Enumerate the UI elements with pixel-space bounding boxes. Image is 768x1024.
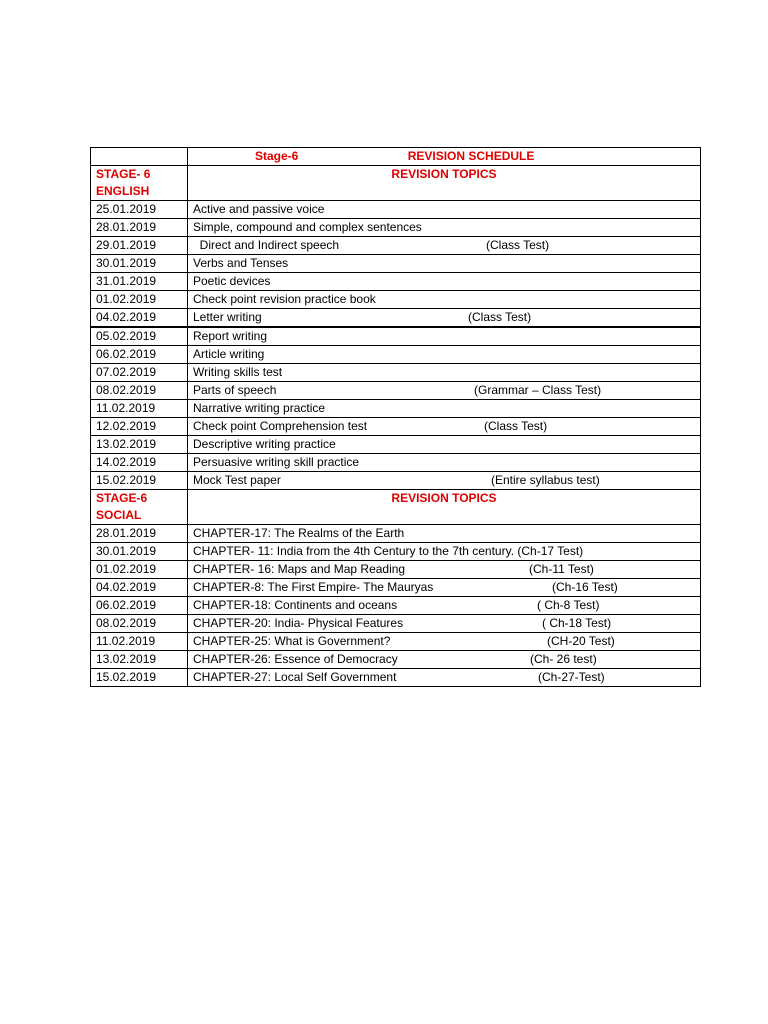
table-row	[91, 543, 701, 561]
topic-cell	[188, 669, 701, 687]
table-row	[91, 400, 701, 418]
topic-cell	[188, 579, 701, 597]
english-topics-heading: REVISION TOPICS	[188, 166, 701, 201]
table-row	[91, 615, 701, 633]
topic-text: Poetic devices	[193, 274, 271, 288]
date-cell: 25.01.2019	[91, 201, 188, 219]
topic-text: Active and passive voice	[193, 202, 325, 216]
table-row	[91, 346, 701, 364]
topic-cell	[188, 400, 701, 418]
test-note: (Class Test)	[484, 419, 548, 433]
date-cell: 28.01.2019	[91, 219, 188, 237]
topic-cell	[188, 255, 701, 273]
header-stage: Stage-6	[255, 149, 299, 163]
english-stage-label	[91, 166, 188, 201]
topic-cell	[188, 597, 701, 615]
test-note: (Entire syllabus test)	[491, 473, 600, 487]
date-cell: 11.02.2019	[91, 400, 188, 418]
social-section-header	[91, 490, 701, 525]
date-cell: 11.02.2019	[91, 633, 188, 651]
table-row	[91, 525, 701, 543]
topic-cell	[188, 237, 701, 255]
table-row	[91, 382, 701, 400]
topic-text: Letter writing	[193, 310, 262, 324]
table-row	[91, 291, 701, 309]
topic-text: Parts of speech	[193, 383, 277, 397]
english-section-header	[91, 166, 701, 201]
topic-text: CHAPTER-18: Continents and oceans	[193, 598, 398, 612]
topic-cell	[188, 201, 701, 219]
date-cell: 29.01.2019	[91, 237, 188, 255]
english-stage-label-line2: ENGLISH	[96, 184, 150, 198]
topic-cell	[188, 472, 701, 490]
topic-cell	[188, 633, 701, 651]
date-cell: 04.02.2019	[91, 579, 188, 597]
date-cell: 05.02.2019	[91, 327, 188, 346]
topic-text: Report writing	[193, 329, 268, 343]
test-note: (Class Test)	[468, 310, 532, 324]
topic-text: Article writing	[193, 347, 265, 361]
topic-text: CHAPTER-20: India- Physical Features	[193, 616, 404, 630]
topic-text: Check point revision practice book	[193, 292, 376, 306]
test-note: (Ch- 26 test)	[530, 652, 597, 666]
topic-text: Direct and Indirect speech	[193, 238, 340, 252]
test-note: ( Ch-8 Test)	[537, 598, 600, 612]
table-row	[91, 201, 701, 219]
topic-cell	[188, 525, 701, 543]
topic-cell	[188, 454, 701, 472]
topic-text: Check point Comprehension test	[193, 419, 368, 433]
social-stage-label	[91, 490, 188, 525]
topic-text: CHAPTER-27: Local Self Government	[193, 670, 397, 684]
topic-cell	[188, 327, 701, 346]
topic-cell	[188, 346, 701, 364]
date-cell: 08.02.2019	[91, 382, 188, 400]
topic-cell	[188, 543, 701, 561]
topic-text: Descriptive writing practice	[193, 437, 336, 451]
topic-text: Writing skills test	[193, 365, 283, 379]
topic-cell	[188, 615, 701, 633]
test-note: (Ch-16 Test)	[552, 580, 618, 594]
table-row	[91, 651, 701, 669]
topic-text: CHAPTER- 11: India from the 4th Century to the 7th century. (Ch-17 Test)	[193, 544, 584, 558]
topic-text: CHAPTER-8: The First Empire- The Mauryas	[193, 580, 434, 594]
social-stage-label-line1: STAGE-6	[96, 491, 148, 505]
date-cell: 06.02.2019	[91, 597, 188, 615]
date-cell: 01.02.2019	[91, 561, 188, 579]
topic-cell	[188, 418, 701, 436]
test-note: (Grammar – Class Test)	[474, 383, 602, 397]
date-cell: 01.02.2019	[91, 291, 188, 309]
table-row	[91, 309, 701, 328]
header-row	[91, 148, 701, 166]
table-row	[91, 561, 701, 579]
date-cell: 12.02.2019	[91, 418, 188, 436]
topic-cell	[188, 382, 701, 400]
date-cell: 15.02.2019	[91, 472, 188, 490]
test-note: (CH-20 Test)	[547, 634, 615, 648]
topic-text: CHAPTER-17: The Realms of the Earth	[193, 526, 405, 540]
social-topics-heading: REVISION TOPICS	[188, 490, 701, 525]
english-stage-label-line1: STAGE- 6	[96, 167, 151, 181]
table-row	[91, 436, 701, 454]
table-row	[91, 219, 701, 237]
test-note: (Class Test)	[486, 238, 550, 252]
schedule-body	[91, 148, 701, 687]
table-row	[91, 472, 701, 490]
table-row	[91, 273, 701, 291]
social-stage-label-line2: SOCIAL	[96, 508, 142, 522]
test-note: (Ch-27-Test)	[538, 670, 605, 684]
table-row	[91, 633, 701, 651]
table-row	[91, 418, 701, 436]
table-row	[91, 255, 701, 273]
date-cell: 07.02.2019	[91, 364, 188, 382]
date-cell: 04.02.2019	[91, 309, 188, 328]
topic-cell	[188, 364, 701, 382]
topic-cell	[188, 273, 701, 291]
header-title-cell	[188, 148, 701, 166]
header-title: REVISION SCHEDULE	[407, 149, 535, 163]
test-note: (Ch-11 Test)	[529, 562, 594, 576]
topic-cell	[188, 436, 701, 454]
date-cell: 15.02.2019	[91, 669, 188, 687]
topic-text: Narrative writing practice	[193, 401, 326, 415]
date-cell: 13.02.2019	[91, 651, 188, 669]
date-cell: 30.01.2019	[91, 543, 188, 561]
date-cell: 14.02.2019	[91, 454, 188, 472]
date-cell: 13.02.2019	[91, 436, 188, 454]
table-row	[91, 327, 701, 346]
header-empty-cell	[91, 148, 188, 166]
topic-cell	[188, 651, 701, 669]
date-cell: 30.01.2019	[91, 255, 188, 273]
topic-text: Verbs and Tenses	[193, 256, 289, 270]
topic-cell	[188, 309, 701, 328]
topic-cell	[188, 219, 701, 237]
date-cell: 28.01.2019	[91, 525, 188, 543]
table-row	[91, 237, 701, 255]
topic-cell	[188, 291, 701, 309]
table-row	[91, 454, 701, 472]
topic-text: Persuasive writing skill practice	[193, 455, 360, 469]
date-cell: 06.02.2019	[91, 346, 188, 364]
table-row	[91, 579, 701, 597]
table-row	[91, 364, 701, 382]
table-row	[91, 597, 701, 615]
topic-text: Simple, compound and complex sentences	[193, 220, 422, 234]
date-cell: 31.01.2019	[91, 273, 188, 291]
date-cell: 08.02.2019	[91, 615, 188, 633]
revision-schedule-table	[90, 147, 701, 687]
topic-text: CHAPTER- 16: Maps and Map Reading	[193, 562, 406, 576]
test-note: ( Ch-18 Test)	[542, 616, 612, 630]
table-row	[91, 669, 701, 687]
topic-cell	[188, 561, 701, 579]
topic-text: CHAPTER-25: What is Government?	[193, 634, 391, 648]
topic-text: Mock Test paper	[193, 473, 281, 487]
topic-text: CHAPTER-26: Essence of Democracy	[193, 652, 398, 666]
